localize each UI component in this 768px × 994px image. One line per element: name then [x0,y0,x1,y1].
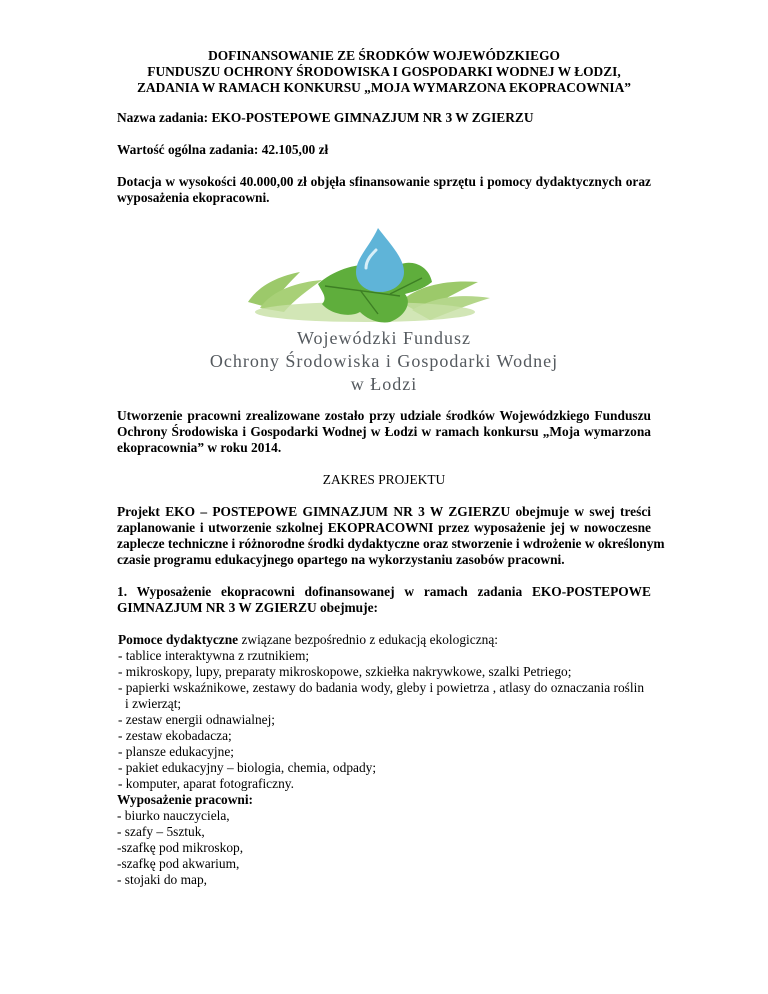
project-line-2: zaplanowanie i utworzenie szkolnej EKOPRACOWNI przez wyposażenie jej w nowoczesne [117,520,651,535]
equipment-intro-line-2: GIMNAZJUM NR 3 W ZGIERZU obejmuje: [117,600,378,615]
list-item: - szafy – 5sztuk, [117,824,205,839]
list-item: -szafkę pod akwarium, [117,856,240,871]
total-value: Wartość ogólna zadania: 42.105,00 zł [117,142,329,157]
teaching-aids-label: Pomoce dydaktyczne [118,632,239,647]
water-drop-icon [356,228,404,292]
creation-line-2: Ochrony Środowiska i Gospodarki Wodnej w Łodzi w ramach konkursu „Moja wymarzona [117,424,651,439]
list-item: - tablice interaktywna z rzutnikiem; [118,648,310,663]
list-item: - mikroskopy, lupy, preparaty mikroskopowe, szkiełka nakrywkowe, szalki Petriego; [118,664,572,679]
list-item: - pakiet edukacyjny – biologia, chemia, odpady; [118,760,377,775]
creation-line-1: Utworzenie pracowni zrealizowane zostało przy udziale środków Wojewódzkiego Funduszu [117,408,651,423]
heading-line-2: FUNDUSZU OCHRONY ŚRODOWISKA I GOSPODARKI WODNEJ W ŁODZI, [147,64,621,79]
logo-text-line-1: Wojewódzki Fundusz [296,328,472,348]
subsidy-paragraph [117,174,651,206]
teaching-aids-section [118,632,652,792]
scope-title: ZAKRES PROJEKTU [322,472,446,487]
equipment-intro [117,584,651,616]
equipment-intro-line-1: 1. Wyposażenie ekopracowni dofinansowanej w ramach zadania EKO-POSTEPOWE [117,584,651,599]
logo-text-line-2: Ochrony Środowiska i Gospodarki Wodnej [209,351,559,371]
list-item: - komputer, aparat fotograficzny. [118,776,294,791]
project-line-1: Projekt EKO – POSTEPOWE GIMNAZJUM NR 3 W ZGIERZU obejmuje w swej treści [117,504,651,519]
list-item: - stojaki do map, [117,872,208,887]
subsidy-line-2: wyposażenia ekopracowni. [117,190,270,205]
list-item: - biurko nauczyciela, [117,808,230,823]
wfosigw-logo [200,224,568,399]
logo-text-line-3: w Łodzi [350,374,418,394]
list-item: -szafkę pod mikroskop, [117,840,244,855]
list-item: - zestaw ekobadacza; [118,728,232,743]
project-line-4: czasie programu edukacyjnego opartego na wykorzystaniu zasobów pracowni. [117,552,565,567]
creation-line-3: ekopracownia” w roku 2014. [117,440,282,455]
lab-equipment-section [117,792,651,888]
task-name: Nazwa zadania: EKO-POSTEPOWE GIMNAZJUM NR 3 W ZGIERZU [117,110,534,125]
project-paragraph [117,504,665,568]
list-item: - plansze edukacyjne; [118,744,234,759]
project-line-3: zaplecze techniczne i różnorodne środki dydaktyczne oraz stworzenie i wdrożenie w określonym [117,536,665,551]
creation-paragraph [117,408,651,456]
lab-equipment-title: Wyposażenie pracowni: [117,792,254,807]
list-item: - papierki wskaźnikowe, zestawy do badania wody, gleby i powietrza , atlasy do oznaczania roślin [118,680,645,695]
list-item: - zestaw energii odnawialnej; [118,712,276,727]
document-heading [100,48,668,96]
teaching-aids-rest: związane bezpośrednio z edukacją ekologiczną: [238,632,498,647]
subsidy-line-1: Dotacja w wysokości 40.000,00 zł objęła sfinansowanie sprzętu i pomocy dydaktycznych oraz [117,174,651,189]
list-item: i zwierząt; [125,696,182,711]
heading-line-3: ZADANIA W RAMACH KONKURSU „MOJA WYMARZONA EKOPRACOWNIA” [137,80,631,95]
heading-line-1: DOFINANSOWANIE ZE ŚRODKÓW WOJEWÓDZKIEGO [208,48,560,63]
teaching-aids-heading [118,632,652,648]
